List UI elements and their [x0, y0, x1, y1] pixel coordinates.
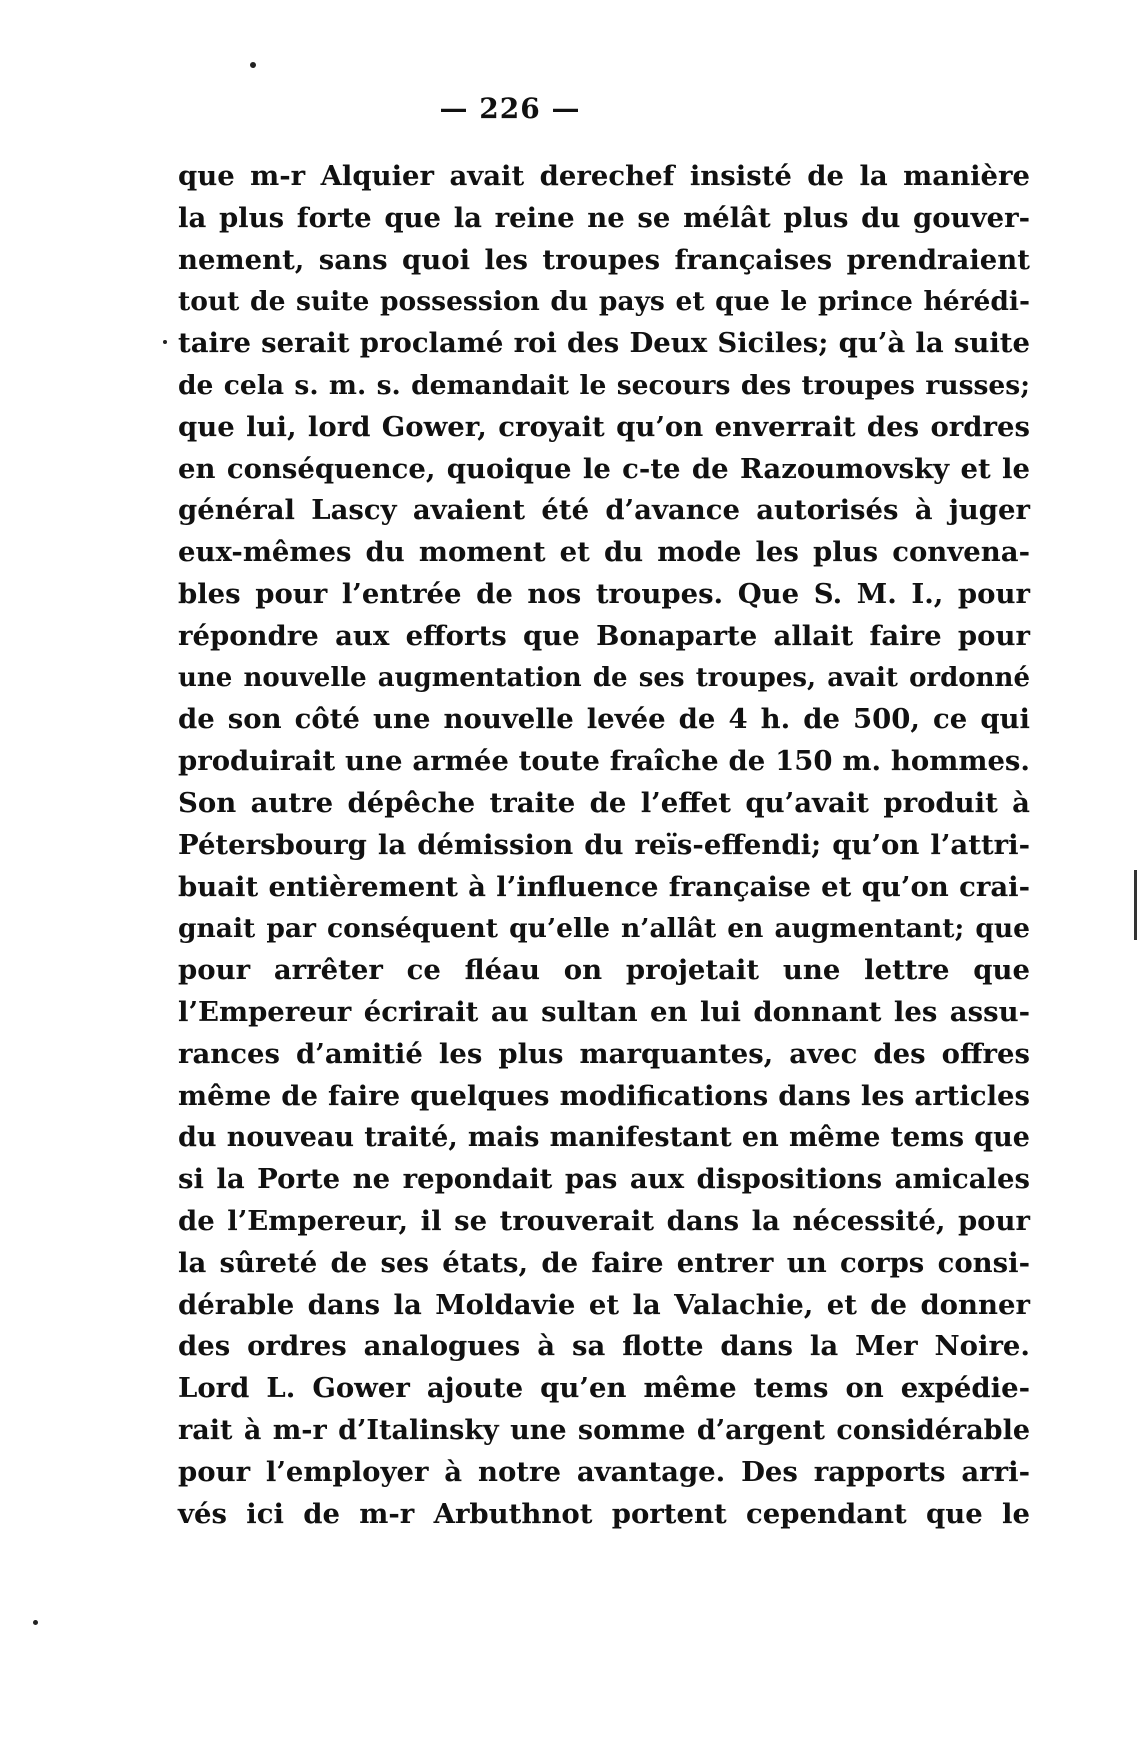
text-line: rait à m-r d’Italinsky une somme d’argent considérable [178, 1414, 1030, 1446]
text-line: répondre aux efforts que Bonaparte allait faire pour [178, 619, 1030, 652]
text-line: dérable dans la Moldavie et la Valachie, et de donner [178, 1288, 1030, 1321]
text-line: taire serait proclamé roi des Deux Siciles; qu’à la suite [178, 327, 1030, 360]
text-line: Son autre dépêche traite de l’effet qu’avait produit à [178, 786, 1030, 819]
text-line: rances d’amitié les plus marquantes, avec des offres [178, 1037, 1030, 1070]
text-line: que m-r Alquier avait derechef insisté de la manière [178, 160, 1030, 192]
text-line: bles pour l’entrée de nos troupes. Que S. M. I., pour [178, 577, 1030, 610]
text-line: des ordres analogues à sa flotte dans la Mer Noire. [178, 1330, 1030, 1363]
text-line: pour arrêter ce fléau on projetait une lettre que [178, 954, 1030, 987]
text-line: produirait une armée toute fraîche de 150 m. hommes. [178, 745, 1030, 778]
text-line: l’Empereur écrirait au sultan en lui donnant les assu- [178, 995, 1030, 1028]
text-line: la sûreté de ses états, de faire entrer un corps consi- [178, 1246, 1030, 1279]
text-line: tout de suite possession du pays et que le prince hérédi- [178, 286, 1030, 318]
text-line: gnait par conséquent qu’elle n’allât en augmentant; que [178, 913, 1030, 945]
text-line: général Lascy avaient été d’avance autorisés à juger [178, 494, 1030, 527]
text-line: eux-mêmes du moment et du mode les plus convena- [178, 536, 1030, 569]
text-line: vés ici de m-r Arbuthnot portent cependant que le [178, 1497, 1030, 1530]
text-line: pour l’employer à notre avantage. Des rapports arri- [178, 1455, 1030, 1488]
text-line: de l’Empereur, il se trouverait dans la nécessité, pour [178, 1204, 1030, 1237]
page-edge-mark [1134, 870, 1137, 940]
page-number: — 226 — [439, 92, 581, 125]
ink-speck [33, 1620, 38, 1625]
text-line: que lui, lord Gower, croyait qu’on enverrait des ordres [178, 410, 1030, 443]
ink-speck [250, 62, 256, 68]
text-line: en conséquence, quoique le c-te de Razoumovsky et le [178, 452, 1030, 485]
text-line: du nouveau traité, mais manifestant en même tems que [178, 1122, 1030, 1154]
ink-speck [163, 340, 167, 344]
text-line: même de faire quelques modifications dans les articles [178, 1079, 1030, 1112]
text-line: Lord L. Gower ajoute qu’en même tems on expédie- [178, 1372, 1030, 1405]
text-line: de son côté une nouvelle levée de 4 h. de 500, ce qui [178, 703, 1030, 736]
text-line: une nouvelle augmentation de ses troupes, avait ordonné [178, 662, 1030, 693]
text-line: la plus forte que la reine ne se mélât plus du gouver- [178, 201, 1030, 234]
text-line: de cela s. m. s. demandait le secours des troupes russes; [178, 369, 1030, 401]
text-line: nement, sans quoi les troupes françaises prendraient [178, 243, 1030, 276]
text-line: si la Porte ne repondait pas aux dispositions amicales [178, 1163, 1030, 1196]
text-line: buait entièrement à l’influence française et qu’on crai- [178, 870, 1030, 903]
text-line: Pétersbourg la démission du reïs-effendi; qu’on l’attri- [178, 828, 1030, 861]
body-text [178, 156, 1030, 1535]
